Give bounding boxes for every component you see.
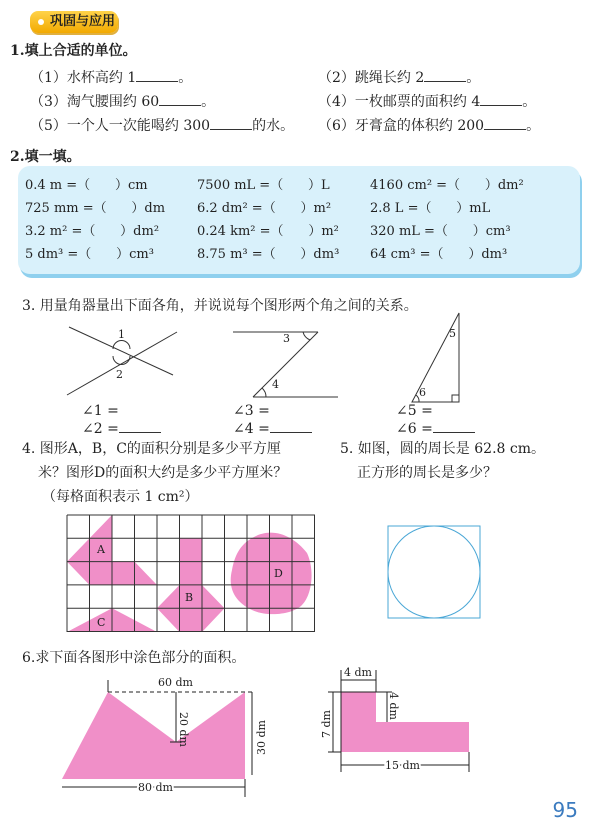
dim-80: 80 dm <box>138 781 173 794</box>
conversion-item[interactable]: 725 mm =（ ）dm <box>25 201 166 216</box>
dim-4-top: 4 dm <box>344 666 372 679</box>
conversion-item[interactable]: 4160 cm² =（ ）dm² <box>370 178 524 193</box>
item-suffix: 。 <box>201 94 216 110</box>
dim-60: 60 dm <box>158 676 193 689</box>
item-suffix: 。 <box>526 118 541 134</box>
dim-4-side: 4 dm <box>387 692 400 720</box>
q1-title: 1.填上合适的单位。 <box>10 43 137 59</box>
fig1-shape <box>62 692 245 779</box>
conversion-item[interactable]: 5 dm³ =（ ）cm³ <box>25 247 154 262</box>
item-text: （2）跳绳长约 2 <box>318 70 425 86</box>
q4-line: （每格面积表示 1 cm²） <box>42 489 199 505</box>
angle-label-3: 3 <box>283 332 290 345</box>
q3-title: 3. 用量角器量出下面各角，并说说每个图形两个角之间的关系。 <box>22 298 418 314</box>
q2-title: 2.填一填。 <box>10 149 81 165</box>
angle-label-2: 2 <box>116 368 123 381</box>
dim-30: 30 dm <box>255 720 268 755</box>
shape-label-c: C <box>97 616 106 629</box>
item-text: （4）一枚邮票的面积约 4 <box>318 94 481 110</box>
section-title: 巩固与应用 <box>50 14 116 29</box>
item-text: （5）一个人一次能喝约 300 <box>30 118 211 134</box>
shape-label-d: D <box>274 567 283 580</box>
conversion-item[interactable]: 0.4 m =（ ）cm <box>25 178 148 193</box>
conversion-item[interactable]: 64 cm³ =（ ）dm³ <box>370 247 508 262</box>
q4-line: 米？图形D的面积大约是多少平方厘米？ <box>38 465 288 481</box>
conversion-item[interactable]: 8.75 m³ =（ ）dm³ <box>197 247 340 262</box>
shape-label-b: B <box>185 591 194 604</box>
q5-line: 正方形的周长是多少？ <box>357 465 497 481</box>
item-suffix: 。 <box>466 70 481 86</box>
page-number: 95 <box>552 798 578 822</box>
item-text: （1）水杯高约 1 <box>30 70 137 86</box>
conversion-item[interactable]: 3.2 m² =（ ）dm² <box>25 224 160 239</box>
angle-4-answer: ∠4 = <box>233 421 312 437</box>
conversion-item[interactable]: 2.8 L =（ ）mL <box>370 201 491 216</box>
angle-6-answer: ∠6 = <box>396 421 475 437</box>
angle-label-1: 1 <box>118 328 125 341</box>
item-suffix: 。 <box>178 70 193 86</box>
item-text: （3）淘气腰围约 60 <box>30 94 160 110</box>
angle-2-answer: ∠2 = <box>82 421 161 437</box>
q5-line: 5. 如图，圆的周长是 62.8 cm。 <box>340 441 545 457</box>
item-suffix: 的水。 <box>252 118 295 134</box>
angle-5-answer: ∠5 = <box>396 403 433 419</box>
conversion-item[interactable]: 7500 mL =（ ）L <box>197 178 330 193</box>
angle-3-answer: ∠3 = <box>233 403 270 419</box>
shape-label-a: A <box>97 543 105 556</box>
conversion-item[interactable]: 320 mL =（ ）cm³ <box>370 224 511 239</box>
dim-15: 15 dm <box>385 759 420 772</box>
fig2-shape <box>341 692 469 752</box>
q4-line: 4. 图形A，B，C的面积分别是多少平方厘 <box>22 441 281 457</box>
angle-label-6: 6 <box>419 386 426 399</box>
conversion-item[interactable]: 6.2 dm² =（ ）m² <box>197 201 332 216</box>
conversion-item[interactable]: 0.24 km² =（ ）m² <box>197 224 339 239</box>
dim-7: 7 dm <box>320 710 333 738</box>
angle-1-answer: ∠1 = <box>82 403 119 419</box>
angle-label-5: 5 <box>449 327 456 340</box>
dim-20: 20 dm <box>177 712 190 747</box>
angle-label-4: 4 <box>272 378 279 391</box>
item-suffix: 。 <box>522 94 537 110</box>
q6-title: 6.求下面各图形中涂色部分的面积。 <box>22 650 246 666</box>
item-text: （6）牙膏盒的体积约 200 <box>318 118 485 134</box>
